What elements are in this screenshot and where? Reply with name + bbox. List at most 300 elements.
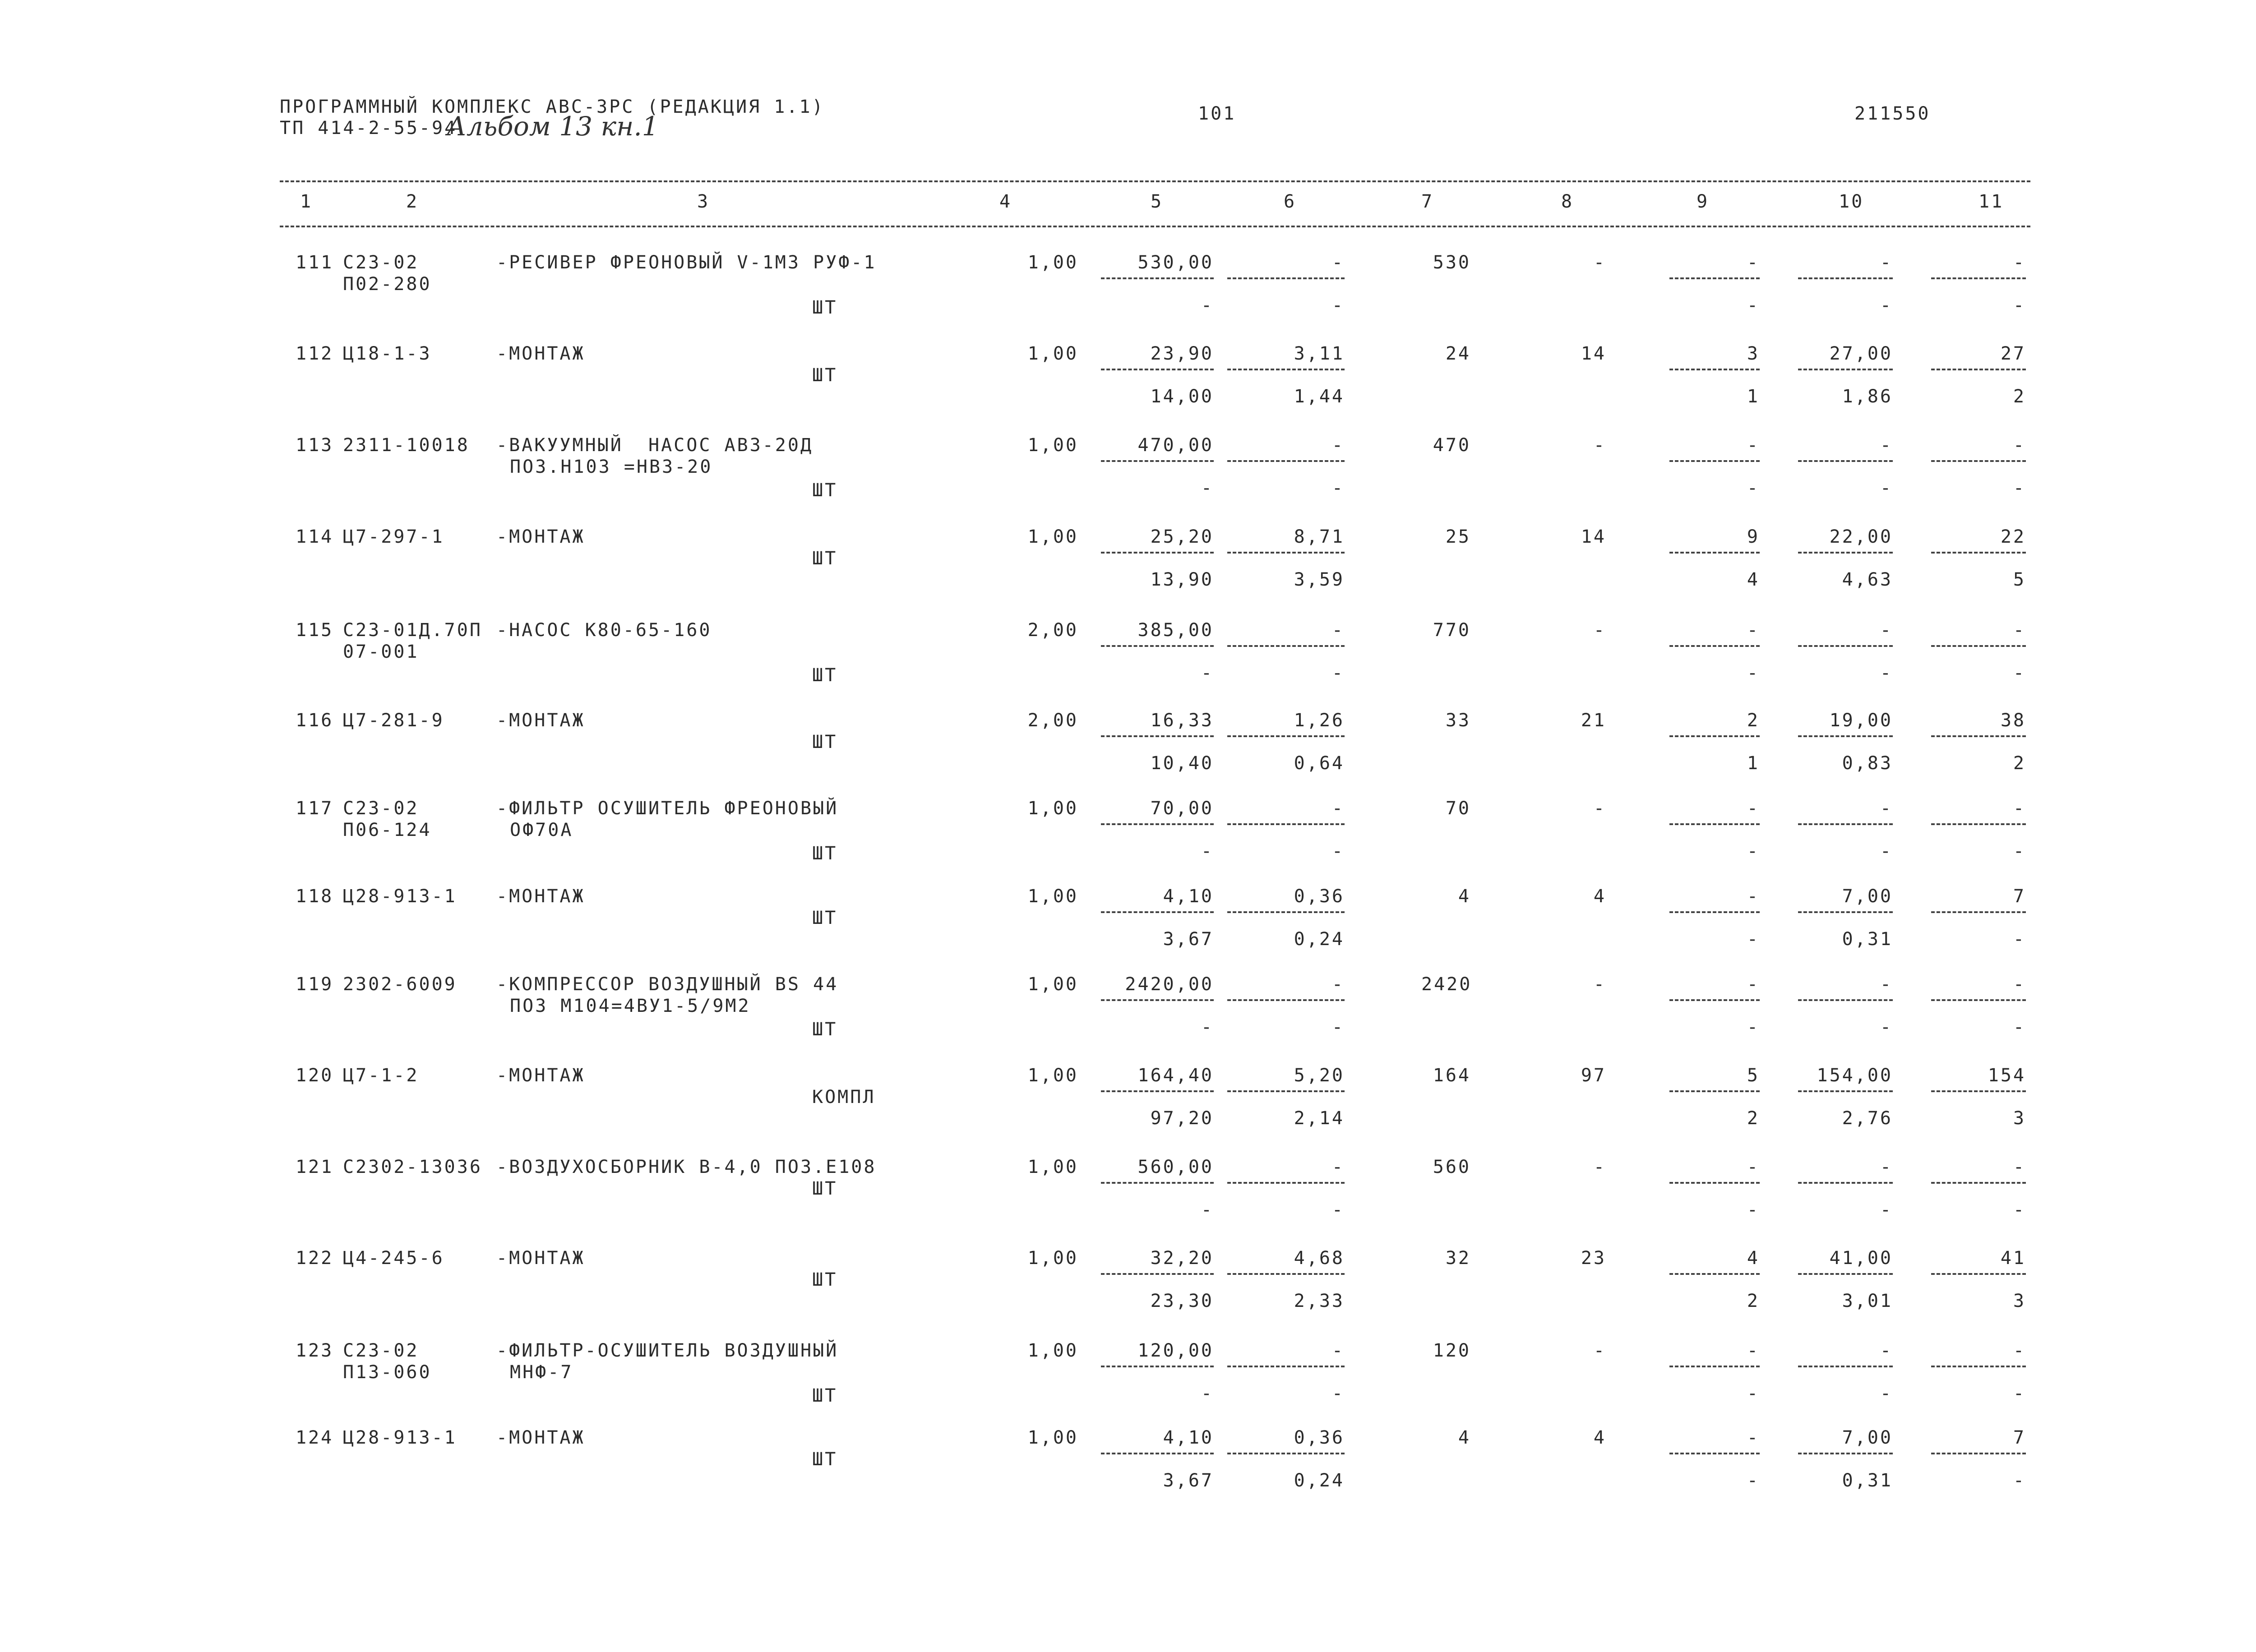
fraction-rule [1101,1090,1214,1092]
value-c9-bottom: - [1747,295,1760,316]
unit-of-measure: ШТ [812,1385,838,1406]
value-c5-top: 2420,00 [1125,974,1214,995]
column-header-11: 11 [1979,191,2004,212]
value-c11-bottom: - [2013,1017,2026,1038]
fraction-rule [1931,460,2026,462]
value-c8: - [1593,620,1606,641]
quantity: 2,00 [1027,620,1078,641]
fraction-rule [1227,911,1345,913]
fraction-rule [1227,645,1345,647]
value-c9-bottom: - [1747,929,1760,950]
fraction-rule [1101,277,1214,279]
value-c10-bottom: - [1880,1017,1893,1038]
quantity: 1,00 [1027,1248,1078,1269]
value-c10-top: 41,00 [1829,1248,1893,1269]
value-c5-bottom: - [1201,295,1214,316]
value-c5-bottom: 23,30 [1150,1291,1214,1311]
fraction-rule [1669,1182,1760,1184]
program-title: ПРОГРАММНЫЙ КОМПЛЕКС АВС-ЗРС (РЕДАКЦИЯ 1.1) [280,97,825,117]
value-c11-bottom: - [2013,929,2026,950]
project-code: ТП 414-2-55-94 [280,118,458,138]
value-c7: 25 [1445,526,1471,547]
value-c9-bottom: 1 [1747,753,1760,774]
quantity: 1,00 [1027,798,1078,819]
unit-of-measure: ШТ [812,843,838,864]
value-c5-top: 16,33 [1150,710,1214,731]
quantity: 2,00 [1027,710,1078,731]
value-c8: 23 [1581,1248,1606,1269]
quantity: 1,00 [1027,526,1078,547]
value-c5-bottom: - [1201,663,1214,683]
value-c5-bottom: - [1201,841,1214,862]
value-c9-top: 4 [1747,1248,1760,1269]
value-c9-bottom: 1 [1747,386,1760,407]
fraction-rule [1669,1090,1760,1092]
unit-of-measure: ШТ [812,365,838,386]
unit-of-measure: ШТ [812,480,838,501]
value-c10-top: - [1880,974,1893,995]
value-c5-top: 70,00 [1150,798,1214,819]
value-c10-top: - [1880,1157,1893,1177]
column-header-6: 6 [1284,191,1297,212]
value-c11-bottom: 2 [2013,753,2026,774]
value-c8: - [1593,798,1606,819]
value-c6-bottom: - [1331,1017,1345,1038]
unit-of-measure: ШТ [812,908,838,928]
value-c5-top: 470,00 [1137,435,1214,456]
value-c6-bottom: 0,24 [1294,929,1345,950]
value-c6-top: - [1331,798,1345,819]
value-c8: 14 [1581,526,1606,547]
resource-code: П06-124 [343,820,432,840]
value-c6-bottom: 0,24 [1294,1470,1345,1491]
value-c6-bottom: - [1331,1383,1345,1404]
value-c9-top: - [1747,1157,1760,1177]
value-c7: 560 [1433,1157,1471,1177]
column-header-1: 1 [300,191,313,212]
value-c5-bottom: 14,00 [1150,386,1214,407]
value-c10-top: - [1880,1340,1893,1361]
fraction-rule [1931,369,2026,370]
value-c6-top: 0,36 [1294,886,1345,907]
value-c6-top: 0,36 [1294,1427,1345,1448]
fraction-rule [1798,735,1893,737]
value-c5-bottom: - [1201,478,1214,498]
column-header-9: 9 [1697,191,1710,212]
quantity: 1,00 [1027,435,1078,456]
value-c6-top: 4,68 [1294,1248,1345,1269]
fraction-rule [1669,1453,1760,1454]
row-number: 122 [296,1248,334,1269]
unit-of-measure: ШТ [812,1019,838,1040]
item-description: -МОНТАЖ [496,526,585,547]
value-c10-bottom: 0,31 [1842,929,1893,950]
unit-of-measure: ШТ [812,1449,838,1470]
value-c7: 32 [1445,1248,1471,1269]
fraction-rule [1669,645,1760,647]
value-c6-bottom: 0,64 [1294,753,1345,774]
fraction-rule [1669,369,1760,370]
value-c9-bottom: - [1747,1383,1760,1404]
resource-code: Ц7-297-1 [343,526,444,547]
resource-code: С2302-13036 [343,1157,482,1177]
resource-code: 2311-10018 [343,435,470,456]
item-description: -МОНТАЖ [496,343,585,364]
value-c10-top: - [1880,435,1893,456]
value-c8: 4 [1593,886,1606,907]
resource-code: Ц18-1-3 [343,343,432,364]
fraction-rule [1931,911,2026,913]
value-c5-top: 4,10 [1163,1427,1214,1448]
fraction-rule [1227,999,1345,1001]
value-c9-top: 3 [1747,343,1760,364]
value-c9-bottom: 4 [1747,569,1760,590]
fraction-rule [1798,277,1893,279]
value-c11-bottom: 3 [2013,1291,2026,1311]
value-c10-bottom: 1,86 [1842,386,1893,407]
value-c6-bottom: 2,14 [1294,1108,1345,1129]
resource-code: С23-02 [343,1340,419,1361]
fraction-rule [1101,1453,1214,1454]
fraction-rule [1931,1366,2026,1367]
column-header-2: 2 [406,191,419,212]
fraction-rule [1931,999,2026,1001]
value-c11-bottom: 3 [2013,1108,2026,1129]
item-description: -МОНТАЖ [496,1248,585,1269]
fraction-rule [1101,552,1214,554]
resource-code: С23-02 [343,252,419,273]
resource-code: Ц28-913-1 [343,1427,457,1448]
value-c6-top: - [1331,1157,1345,1177]
fraction-rule [1227,1453,1345,1454]
row-number: 112 [296,343,334,364]
resource-code: 2302-6009 [343,974,457,995]
item-description: ПОЗ М104=4ВУ1-5/9М2 [510,996,751,1016]
value-c8: - [1593,974,1606,995]
value-c10-bottom: - [1880,1383,1893,1404]
unit-of-measure: ШТ [812,1178,838,1199]
value-c10-bottom: - [1880,663,1893,683]
value-c6-top: - [1331,974,1345,995]
header-bottom-rule [280,226,2030,227]
value-c11-top: - [2013,435,2026,456]
value-c11-bottom: - [2013,663,2026,683]
value-c9-bottom: - [1747,663,1760,683]
fraction-rule [1669,735,1760,737]
resource-code: Ц4-245-6 [343,1248,444,1269]
fraction-rule [1227,369,1345,370]
page-number: 101 [1198,103,1236,124]
value-c5-bottom: 97,20 [1150,1108,1214,1129]
value-c10-bottom: - [1880,295,1893,316]
value-c6-bottom: - [1331,478,1345,498]
value-c5-top: 164,40 [1137,1065,1214,1086]
value-c11-bottom: - [2013,1470,2026,1491]
fraction-rule [1101,735,1214,737]
value-c11-top: 7 [2013,886,2026,907]
fraction-rule [1101,645,1214,647]
value-c7: 24 [1445,343,1471,364]
fraction-rule [1669,277,1760,279]
fraction-rule [1798,999,1893,1001]
value-c8: 4 [1593,1427,1606,1448]
value-c10-bottom: 3,01 [1842,1291,1893,1311]
resource-code: 07-001 [343,641,419,662]
resource-code: П13-060 [343,1362,432,1383]
fraction-rule [1227,823,1345,825]
fraction-rule [1798,1366,1893,1367]
value-c11-bottom: - [2013,841,2026,862]
value-c5-top: 560,00 [1137,1157,1214,1177]
row-number: 124 [296,1427,334,1448]
fraction-rule [1798,460,1893,462]
quantity: 1,00 [1027,1157,1078,1177]
value-c9-top: 9 [1747,526,1760,547]
value-c9-top: - [1747,1340,1760,1361]
fraction-rule [1101,911,1214,913]
value-c9-bottom: 2 [1747,1108,1760,1129]
value-c5-bottom: 3,67 [1163,929,1214,950]
value-c8: - [1593,435,1606,456]
quantity: 1,00 [1027,252,1078,273]
column-header-4: 4 [999,191,1012,212]
value-c10-bottom: - [1880,841,1893,862]
row-number: 114 [296,526,334,547]
value-c9-top: - [1747,798,1760,819]
item-description: -ФИЛЬТР-ОСУШИТЕЛЬ ВОЗДУШНЫЙ [496,1340,839,1361]
value-c11-bottom: - [2013,295,2026,316]
item-description: -ФИЛЬТР ОСУШИТЕЛЬ ФРЕОНОВЫЙ [496,798,839,819]
value-c5-bottom: - [1201,1383,1214,1404]
fraction-rule [1931,277,2026,279]
value-c6-top: 3,11 [1294,343,1345,364]
value-c5-top: 32,20 [1150,1248,1214,1269]
value-c11-bottom: - [2013,478,2026,498]
value-c6-bottom: 1,44 [1294,386,1345,407]
resource-code: С23-01Д.70П [343,620,482,641]
value-c9-bottom: - [1747,841,1760,862]
row-number: 120 [296,1065,334,1086]
value-c9-bottom: - [1747,1470,1760,1491]
value-c8: 97 [1581,1065,1606,1086]
fraction-rule [1101,1182,1214,1184]
header-top-rule [280,180,2030,182]
value-c5-top: 530,00 [1137,252,1214,273]
fraction-rule [1798,645,1893,647]
fraction-rule [1227,1182,1345,1184]
fraction-rule [1101,369,1214,370]
value-c5-bottom: - [1201,1200,1214,1220]
row-number: 121 [296,1157,334,1177]
value-c7: 164 [1433,1065,1471,1086]
value-c11-top: - [2013,798,2026,819]
value-c5-top: 120,00 [1137,1340,1214,1361]
value-c9-top: 2 [1747,710,1760,731]
fraction-rule [1101,823,1214,825]
unit-of-measure: КОМПЛ [812,1087,876,1107]
fraction-rule [1931,1453,2026,1454]
value-c11-bottom: 5 [2013,569,2026,590]
fraction-rule [1227,1090,1345,1092]
resource-code: П02-280 [343,274,432,295]
fraction-rule [1931,1090,2026,1092]
fraction-rule [1798,1453,1893,1454]
value-c10-top: 27,00 [1829,343,1893,364]
row-number: 123 [296,1340,334,1361]
fraction-rule [1227,735,1345,737]
row-number: 119 [296,974,334,995]
value-c6-bottom: 2,33 [1294,1291,1345,1311]
row-number: 118 [296,886,334,907]
value-c7: 33 [1445,710,1471,731]
item-description: -ВАКУУМНЫЙ НАСОС АВЗ-20Д [496,435,814,456]
fraction-rule [1669,1273,1760,1275]
fraction-rule [1669,999,1760,1001]
fraction-rule [1798,552,1893,554]
value-c11-bottom: 2 [2013,386,2026,407]
value-c7: 4 [1458,886,1471,907]
fraction-rule [1101,999,1214,1001]
quantity: 1,00 [1027,1065,1078,1086]
value-c9-top: - [1747,886,1760,907]
fraction-rule [1227,277,1345,279]
value-c8: 14 [1581,343,1606,364]
value-c6-bottom: - [1331,295,1345,316]
value-c9-top: - [1747,1427,1760,1448]
value-c6-top: - [1331,435,1345,456]
value-c11-top: 27 [2000,343,2026,364]
row-number: 113 [296,435,334,456]
value-c9-bottom: 2 [1747,1291,1760,1311]
value-c9-top: - [1747,435,1760,456]
row-number: 117 [296,798,334,819]
fraction-rule [1669,552,1760,554]
value-c5-top: 4,10 [1163,886,1214,907]
value-c6-top: 5,20 [1294,1065,1345,1086]
fraction-rule [1227,552,1345,554]
value-c7: 470 [1433,435,1471,456]
value-c9-top: 5 [1747,1065,1760,1086]
item-description: -ВОЗДУХОСБОРНИК В-4,0 ПОЗ.Е108 [496,1157,877,1177]
value-c9-bottom: - [1747,1017,1760,1038]
fraction-rule [1798,369,1893,370]
item-description: ОФ70А [510,820,573,840]
value-c10-bottom: - [1880,478,1893,498]
row-number: 115 [296,620,334,641]
value-c6-top: - [1331,1340,1345,1361]
value-c5-top: 25,20 [1150,526,1214,547]
value-c10-bottom: 0,31 [1842,1470,1893,1491]
value-c7: 530 [1433,252,1471,273]
column-header-8: 8 [1561,191,1574,212]
value-c6-bottom: - [1331,663,1345,683]
fraction-rule [1669,1366,1760,1367]
value-c7: 70 [1445,798,1471,819]
fraction-rule [1101,460,1214,462]
value-c6-top: - [1331,620,1345,641]
value-c10-bottom: 0,83 [1842,753,1893,774]
row-number: 116 [296,710,334,731]
item-description: МНФ-7 [510,1362,573,1383]
fraction-rule [1931,645,2026,647]
value-c7: 770 [1433,620,1471,641]
value-c6-top: 1,26 [1294,710,1345,731]
unit-of-measure: ШТ [812,548,838,569]
item-description: -МОНТАЖ [496,710,585,731]
value-c10-top: 22,00 [1829,526,1893,547]
value-c5-bottom: - [1201,1017,1214,1038]
column-header-5: 5 [1151,191,1164,212]
column-header-10: 10 [1839,191,1864,212]
value-c5-top: 385,00 [1137,620,1214,641]
value-c9-top: - [1747,974,1760,995]
quantity: 1,00 [1027,974,1078,995]
value-c6-bottom: - [1331,841,1345,862]
value-c10-top: - [1880,798,1893,819]
fraction-rule [1227,460,1345,462]
value-c11-bottom: - [2013,1383,2026,1404]
value-c6-top: - [1331,252,1345,273]
fraction-rule [1227,1366,1345,1367]
value-c10-top: - [1880,252,1893,273]
item-description: ПОЗ.Н103 =НВЗ-20 [510,457,713,477]
value-c11-top: 38 [2000,710,2026,731]
fraction-rule [1669,460,1760,462]
value-c10-bottom: 4,63 [1842,569,1893,590]
handwritten-note: Альбом 13 кн.1 [447,111,659,142]
quantity: 1,00 [1027,1427,1078,1448]
fraction-rule [1931,735,2026,737]
fraction-rule [1227,1273,1345,1275]
value-c10-bottom: 2,76 [1842,1108,1893,1129]
item-description: -МОНТАЖ [496,1065,585,1086]
fraction-rule [1798,911,1893,913]
item-description: -РЕСИВЕР ФРЕОНОВЫЙ V-1М3 РУФ-1 [496,252,877,273]
value-c6-bottom: - [1331,1200,1345,1220]
value-c11-top: - [2013,1340,2026,1361]
fraction-rule [1931,552,2026,554]
value-c9-top: - [1747,620,1760,641]
fraction-rule [1798,1182,1893,1184]
fraction-rule [1798,1090,1893,1092]
item-description: -КОМПРЕССОР ВОЗДУШНЫЙ BS 44 [496,974,839,995]
fraction-rule [1669,911,1760,913]
item-description: -МОНТАЖ [496,886,585,907]
value-c7: 120 [1433,1340,1471,1361]
value-c5-bottom: 3,67 [1163,1470,1214,1491]
quantity: 1,00 [1027,1340,1078,1361]
value-c10-top: 154,00 [1817,1065,1893,1086]
item-description: -МОНТАЖ [496,1427,585,1448]
value-c11-top: 7 [2013,1427,2026,1448]
unit-of-measure: ШТ [812,1269,838,1290]
value-c5-bottom: 13,90 [1150,569,1214,590]
fraction-rule [1101,1273,1214,1275]
fraction-rule [1798,1273,1893,1275]
fraction-rule [1669,823,1760,825]
value-c9-top: - [1747,252,1760,273]
fraction-rule [1101,1366,1214,1367]
value-c11-top: - [2013,1157,2026,1177]
quantity: 1,00 [1027,343,1078,364]
value-c9-bottom: - [1747,478,1760,498]
value-c5-bottom: 10,40 [1150,753,1214,774]
resource-code: С23-02 [343,798,419,819]
unit-of-measure: ШТ [812,297,838,318]
column-header-3: 3 [697,191,710,212]
value-c10-bottom: - [1880,1200,1893,1220]
value-c11-top: 41 [2000,1248,2026,1269]
